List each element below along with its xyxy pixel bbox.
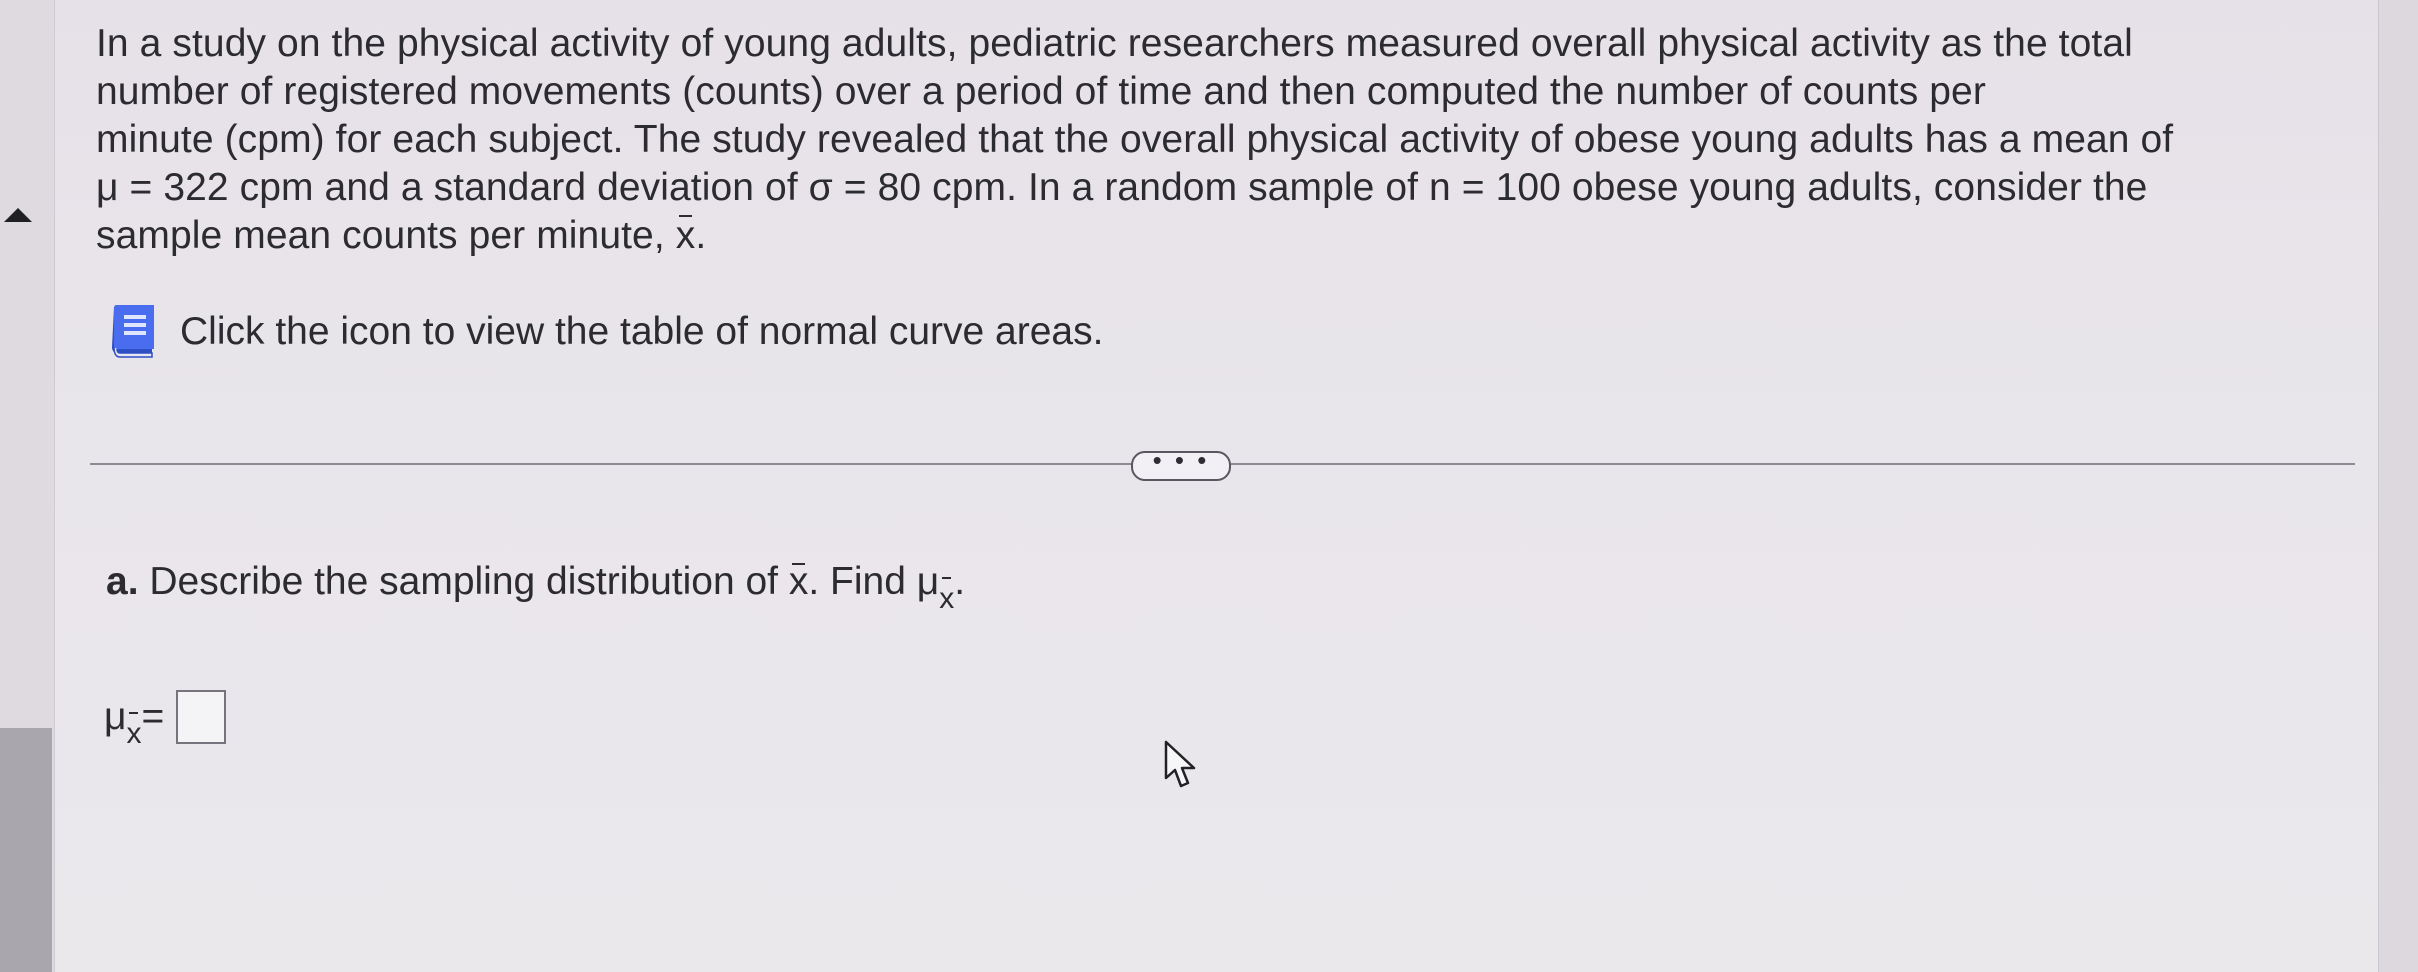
resource-link-row bbox=[106, 302, 1103, 362]
part-a-prompt bbox=[106, 560, 966, 615]
problem-line: μ = 322 cpm and a standard deviation of σ = 80 cpm. In a random sample of n = 100 obese young adults, consider the bbox=[96, 166, 2148, 209]
xbar-symbol: x bbox=[788, 560, 809, 603]
xbar-subscript: x bbox=[939, 582, 955, 615]
left-scroll-rail[interactable] bbox=[0, 0, 55, 972]
book-icon[interactable] bbox=[106, 303, 158, 361]
problem-line bbox=[96, 212, 2366, 260]
part-a-text-2: . Find bbox=[808, 560, 917, 603]
mouse-cursor-icon bbox=[1162, 738, 1202, 794]
answer-input[interactable] bbox=[176, 690, 226, 744]
problem-end-period: . bbox=[695, 214, 707, 257]
right-edge-panel bbox=[2378, 0, 2418, 972]
mu-xbar-symbol bbox=[916, 560, 955, 615]
resource-link-text[interactable]: Click the icon to view the table of normal curve areas. bbox=[180, 310, 1104, 353]
problem-line: minute (cpm) for each subject. The study revealed that the overall physical activity of obese young adults has a mean of bbox=[96, 118, 2174, 161]
answer-row bbox=[104, 690, 226, 750]
scroll-thumb[interactable] bbox=[0, 728, 52, 972]
part-a-text: Describe the sampling distribution of bbox=[138, 560, 789, 603]
mu-symbol: μ bbox=[916, 560, 940, 603]
xbar-subscript: x bbox=[126, 717, 142, 750]
xbar-symbol: x bbox=[676, 212, 696, 260]
mu-xbar-symbol bbox=[104, 695, 142, 750]
question-content bbox=[96, 20, 2376, 353]
mu-symbol: μ bbox=[104, 695, 127, 738]
part-a-end: . bbox=[954, 560, 966, 603]
equals-sign: = bbox=[141, 695, 165, 738]
part-a-label: a. bbox=[106, 560, 139, 603]
more-options-button[interactable]: • • • bbox=[1131, 451, 1231, 481]
scroll-up-arrow-icon[interactable] bbox=[4, 208, 32, 222]
problem-line: number of registered movements (counts) over a period of time and then computed the number of counts per bbox=[96, 70, 1986, 113]
problem-statement bbox=[96, 20, 2366, 260]
problem-line: In a study on the physical activity of young adults, pediatric researchers measured overall physical activity as the total bbox=[96, 22, 2133, 65]
problem-line-text: sample mean counts per minute, bbox=[96, 214, 676, 257]
